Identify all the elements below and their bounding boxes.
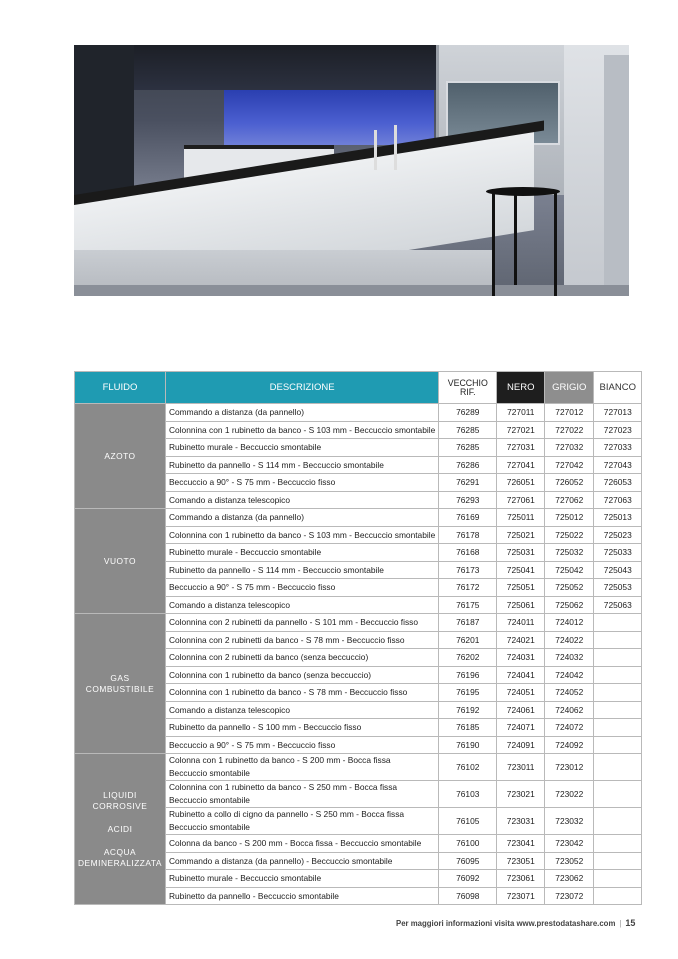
cell-nero: 724011	[497, 614, 545, 632]
description-text: Rubinetto murale - Beccuccio smontabile	[168, 547, 322, 558]
cell-old: 76100	[439, 835, 497, 853]
cell-descrizione	[165, 526, 438, 544]
cell-descrizione	[165, 887, 438, 905]
cell-bianco	[594, 781, 642, 808]
cell-bianco	[594, 649, 642, 667]
cell-grigio: 724052	[545, 684, 594, 702]
cell-old: 76105	[439, 808, 497, 835]
cell-descrizione	[165, 544, 438, 562]
cell-old: 76285	[439, 439, 497, 457]
photo-stool-leg	[554, 193, 557, 296]
fluid-group-label	[75, 614, 166, 754]
table-row	[75, 614, 642, 632]
cell-descrizione	[165, 666, 438, 684]
cell-bianco: 727063	[594, 491, 642, 509]
cell-old: 76103	[439, 781, 497, 808]
fluid-label-line	[78, 835, 162, 847]
lab-photo	[74, 45, 629, 296]
description-text: Rubinetto murale - Beccuccio smontabile	[168, 442, 322, 453]
cell-descrizione	[165, 835, 438, 853]
cell-bianco: 725033	[594, 544, 642, 562]
cell-descrizione	[165, 631, 438, 649]
page-number: 15	[625, 918, 636, 928]
cell-grigio: 724092	[545, 736, 594, 754]
fluid-label-line: GAS	[110, 672, 130, 683]
cell-old: 76173	[439, 561, 497, 579]
cell-descrizione	[165, 870, 438, 888]
cell-grigio: 725042	[545, 561, 594, 579]
description-text: Colonnina con 1 rubinetto da banco - S 103 mm - Beccuccio smontabile	[168, 424, 436, 435]
header-bianco: BIANCO	[594, 372, 642, 404]
cell-nero: 727041	[497, 456, 545, 474]
cell-grigio: 726052	[545, 474, 594, 492]
cell-descrizione	[165, 852, 438, 870]
description-text: Rubinetto a collo di cigno da pannello - S 250 mm - Bocca fissa	[168, 809, 405, 819]
description-text: Rubinetto da pannello - S 114 mm - Beccuccio smontabile	[168, 564, 384, 575]
cell-grigio: 725012	[545, 509, 594, 527]
cell-nero: 724061	[497, 701, 545, 719]
cell-bianco	[594, 887, 642, 905]
cell-old: 76172	[439, 579, 497, 597]
cell-bianco	[594, 666, 642, 684]
cell-bianco: 725013	[594, 509, 642, 527]
fluid-group-label	[75, 404, 166, 509]
fluid-label-line: VUOTO	[103, 555, 137, 566]
fluid-label-line: ACIDI	[107, 823, 133, 834]
cell-old: 76169	[439, 509, 497, 527]
cell-old: 76178	[439, 526, 497, 544]
cell-old: 76190	[439, 736, 497, 754]
description-text: Colonnina con 1 rubinetto da banco - S 78 mm - Beccuccio fisso	[168, 687, 408, 698]
table-row	[75, 509, 642, 527]
cell-grigio: 724012	[545, 614, 594, 632]
cell-descrizione	[165, 439, 438, 457]
photo-floor	[74, 285, 629, 296]
description-text: Comando a distanza telescopico	[168, 494, 291, 505]
cell-grigio: 727032	[545, 439, 594, 457]
description-text: Rubinetto da pannello - S 100 mm - Beccuccio fisso	[168, 722, 362, 733]
fluid-label-line: LIQUIDI	[103, 789, 137, 800]
fluid-label-line: CORROSIVE	[92, 800, 148, 811]
cell-descrizione	[165, 491, 438, 509]
cell-nero: 724091	[497, 736, 545, 754]
cell-nero: 723051	[497, 852, 545, 870]
cell-nero: 725011	[497, 509, 545, 527]
description-text: Colonnina con 2 rubinetti da pannello - S 101 mm - Beccuccio fisso	[168, 617, 419, 628]
description-text: Commando a distanza (da pannello)	[168, 407, 304, 418]
description-text: Commando a distanza (da pannello) - Beccuccio smontabile	[168, 855, 393, 866]
description-text: Beccuccio a 90° - S 75 mm - Beccuccio fisso	[168, 739, 336, 750]
cell-grigio: 724042	[545, 666, 594, 684]
cell-old: 76095	[439, 852, 497, 870]
photo-faucet	[374, 130, 377, 170]
page-footer	[396, 918, 635, 928]
cell-nero: 724041	[497, 666, 545, 684]
cell-old: 76168	[439, 544, 497, 562]
description-text: Colonnina con 1 rubinetto da banco (senza beccuccio)	[168, 669, 372, 680]
description-text: Colonna con 1 rubinetto da banco - S 200 mm - Bocca fissa	[168, 755, 391, 765]
header-vecchio-line2: RIF.	[459, 386, 476, 397]
cell-nero: 723031	[497, 808, 545, 835]
cell-bianco	[594, 701, 642, 719]
description-text: Colonnina con 2 rubinetti da banco (senza beccuccio)	[168, 652, 369, 663]
cell-nero: 723041	[497, 835, 545, 853]
cell-nero: 725021	[497, 526, 545, 544]
description-text: Colonnina con 2 rubinetti da banco - S 78 mm - Beccuccio fisso	[168, 634, 405, 645]
fluid-group-label	[75, 754, 166, 905]
photo-stool-leg	[492, 193, 495, 296]
cell-bianco	[594, 684, 642, 702]
cell-old: 76291	[439, 474, 497, 492]
cell-bianco: 725063	[594, 596, 642, 614]
cell-bianco	[594, 852, 642, 870]
cell-descrizione	[165, 736, 438, 754]
cell-descrizione	[165, 474, 438, 492]
photo-stool-seat	[486, 187, 560, 196]
cell-bianco	[594, 614, 642, 632]
table-row	[75, 754, 642, 781]
cell-grigio: 725022	[545, 526, 594, 544]
header-vecchio-rif	[439, 372, 497, 404]
cell-grigio: 723032	[545, 808, 594, 835]
cell-old: 76293	[439, 491, 497, 509]
cell-grigio: 725032	[545, 544, 594, 562]
cell-nero: 724051	[497, 684, 545, 702]
cell-grigio: 724032	[545, 649, 594, 667]
cell-bianco	[594, 870, 642, 888]
cell-old: 76098	[439, 887, 497, 905]
header-nero: NERO	[497, 372, 545, 404]
cell-bianco	[594, 719, 642, 737]
cell-grigio: 725062	[545, 596, 594, 614]
cell-descrizione	[165, 561, 438, 579]
photo-window	[224, 90, 434, 145]
header-descrizione: DESCRIZIONE	[165, 372, 438, 404]
cell-nero: 723021	[497, 781, 545, 808]
photo-stool-leg	[514, 195, 517, 285]
cell-grigio: 727022	[545, 421, 594, 439]
footer-separator: |	[619, 919, 622, 928]
photo-faucet	[394, 125, 397, 170]
table-header-row	[75, 372, 642, 404]
header-fluido: FLUIDO	[75, 372, 166, 404]
fluid-label-line: AZOTO	[104, 450, 136, 461]
cell-old: 76202	[439, 649, 497, 667]
cell-nero: 723071	[497, 887, 545, 905]
cell-descrizione	[165, 701, 438, 719]
cell-bianco: 727043	[594, 456, 642, 474]
cell-descrizione	[165, 614, 438, 632]
cell-nero: 724021	[497, 631, 545, 649]
cell-grigio: 727042	[545, 456, 594, 474]
cell-descrizione	[165, 781, 438, 808]
cell-descrizione	[165, 509, 438, 527]
header-vecchio-line1: VECCHIO	[447, 377, 488, 388]
cell-grigio: 723072	[545, 887, 594, 905]
cell-descrizione	[165, 456, 438, 474]
description-text-line2: Beccuccio smontabile	[168, 795, 250, 805]
fluid-label-line	[78, 812, 162, 824]
description-text-line2: Beccuccio smontabile	[168, 768, 250, 778]
description-text: Rubinetto da pannello - Beccuccio smontabile	[168, 890, 339, 901]
cell-grigio: 723042	[545, 835, 594, 853]
header-grigio: GRIGIO	[545, 372, 594, 404]
description-text: Rubinetto murale - Beccuccio smontabile	[168, 873, 322, 884]
cell-bianco: 725043	[594, 561, 642, 579]
cell-nero: 725061	[497, 596, 545, 614]
cell-old: 76185	[439, 719, 497, 737]
footer-text: Per maggiori informazioni visita www.prestodatashare.com	[396, 919, 616, 928]
cell-grigio: 723012	[545, 754, 594, 781]
cell-descrizione	[165, 808, 438, 835]
cell-descrizione	[165, 421, 438, 439]
cell-bianco	[594, 808, 642, 835]
cell-bianco	[594, 754, 642, 781]
cell-descrizione	[165, 684, 438, 702]
cell-grigio: 727062	[545, 491, 594, 509]
cell-grigio: 727012	[545, 404, 594, 422]
photo-cabinet-door	[604, 55, 629, 296]
cell-old: 76201	[439, 631, 497, 649]
cell-grigio: 724062	[545, 701, 594, 719]
cell-bianco: 727023	[594, 421, 642, 439]
cell-descrizione	[165, 404, 438, 422]
cell-old: 76285	[439, 421, 497, 439]
cell-descrizione	[165, 719, 438, 737]
cell-grigio: 723052	[545, 852, 594, 870]
cell-old: 76187	[439, 614, 497, 632]
description-text: Colonna da banco - S 200 mm - Bocca fissa - Beccuccio smontabile	[168, 838, 422, 849]
cell-grigio: 724022	[545, 631, 594, 649]
description-text: Rubinetto da pannello - S 114 mm - Beccuccio smontabile	[168, 459, 384, 470]
cell-old: 76286	[439, 456, 497, 474]
cell-bianco	[594, 835, 642, 853]
cell-bianco	[594, 631, 642, 649]
description-text: Comando a distanza telescopico	[168, 599, 291, 610]
cell-old: 76196	[439, 666, 497, 684]
cell-bianco	[594, 736, 642, 754]
cell-bianco: 725023	[594, 526, 642, 544]
description-text: Beccuccio a 90° - S 75 mm - Beccuccio fisso	[168, 582, 336, 593]
cell-descrizione	[165, 754, 438, 781]
cell-nero: 724031	[497, 649, 545, 667]
cell-old: 76192	[439, 701, 497, 719]
table-row	[75, 404, 642, 422]
cell-nero: 727031	[497, 439, 545, 457]
cell-nero: 726051	[497, 474, 545, 492]
cell-bianco: 727013	[594, 404, 642, 422]
cell-nero: 727021	[497, 421, 545, 439]
description-text: Colonnina con 1 rubinetto da banco - S 250 mm - Bocca fissa	[168, 782, 398, 792]
cell-old: 76195	[439, 684, 497, 702]
cell-grigio: 725052	[545, 579, 594, 597]
cell-grigio: 723062	[545, 870, 594, 888]
cell-nero: 725031	[497, 544, 545, 562]
cell-nero: 723061	[497, 870, 545, 888]
cell-descrizione	[165, 579, 438, 597]
fluid-label-line: DEMINERALIZZATA	[78, 857, 162, 868]
description-text: Beccuccio a 90° - S 75 mm - Beccuccio fisso	[168, 477, 336, 488]
cell-old: 76092	[439, 870, 497, 888]
cell-bianco: 727033	[594, 439, 642, 457]
fluid-label-line: ACQUA	[103, 846, 137, 857]
cell-grigio: 724072	[545, 719, 594, 737]
product-table	[74, 371, 642, 905]
cell-descrizione	[165, 596, 438, 614]
cell-old: 76289	[439, 404, 497, 422]
table-body	[75, 404, 642, 905]
cell-old: 76175	[439, 596, 497, 614]
description-text: Colonnina con 1 rubinetto da banco - S 103 mm - Beccuccio smontabile	[168, 529, 436, 540]
cell-nero: 724071	[497, 719, 545, 737]
cell-nero: 723011	[497, 754, 545, 781]
cell-nero: 727011	[497, 404, 545, 422]
fluid-label-line: COMBUSTIBILE	[85, 683, 155, 694]
description-text: Comando a distanza telescopico	[168, 704, 291, 715]
cell-descrizione	[165, 649, 438, 667]
description-text: Commando a distanza (da pannello)	[168, 512, 304, 523]
cell-bianco: 726053	[594, 474, 642, 492]
cell-nero: 725051	[497, 579, 545, 597]
fluid-group-label	[75, 509, 166, 614]
cell-nero: 727061	[497, 491, 545, 509]
cell-nero: 725041	[497, 561, 545, 579]
cell-grigio: 723022	[545, 781, 594, 808]
description-text-line2: Beccuccio smontabile	[168, 822, 250, 832]
cell-bianco: 725053	[594, 579, 642, 597]
cell-old: 76102	[439, 754, 497, 781]
